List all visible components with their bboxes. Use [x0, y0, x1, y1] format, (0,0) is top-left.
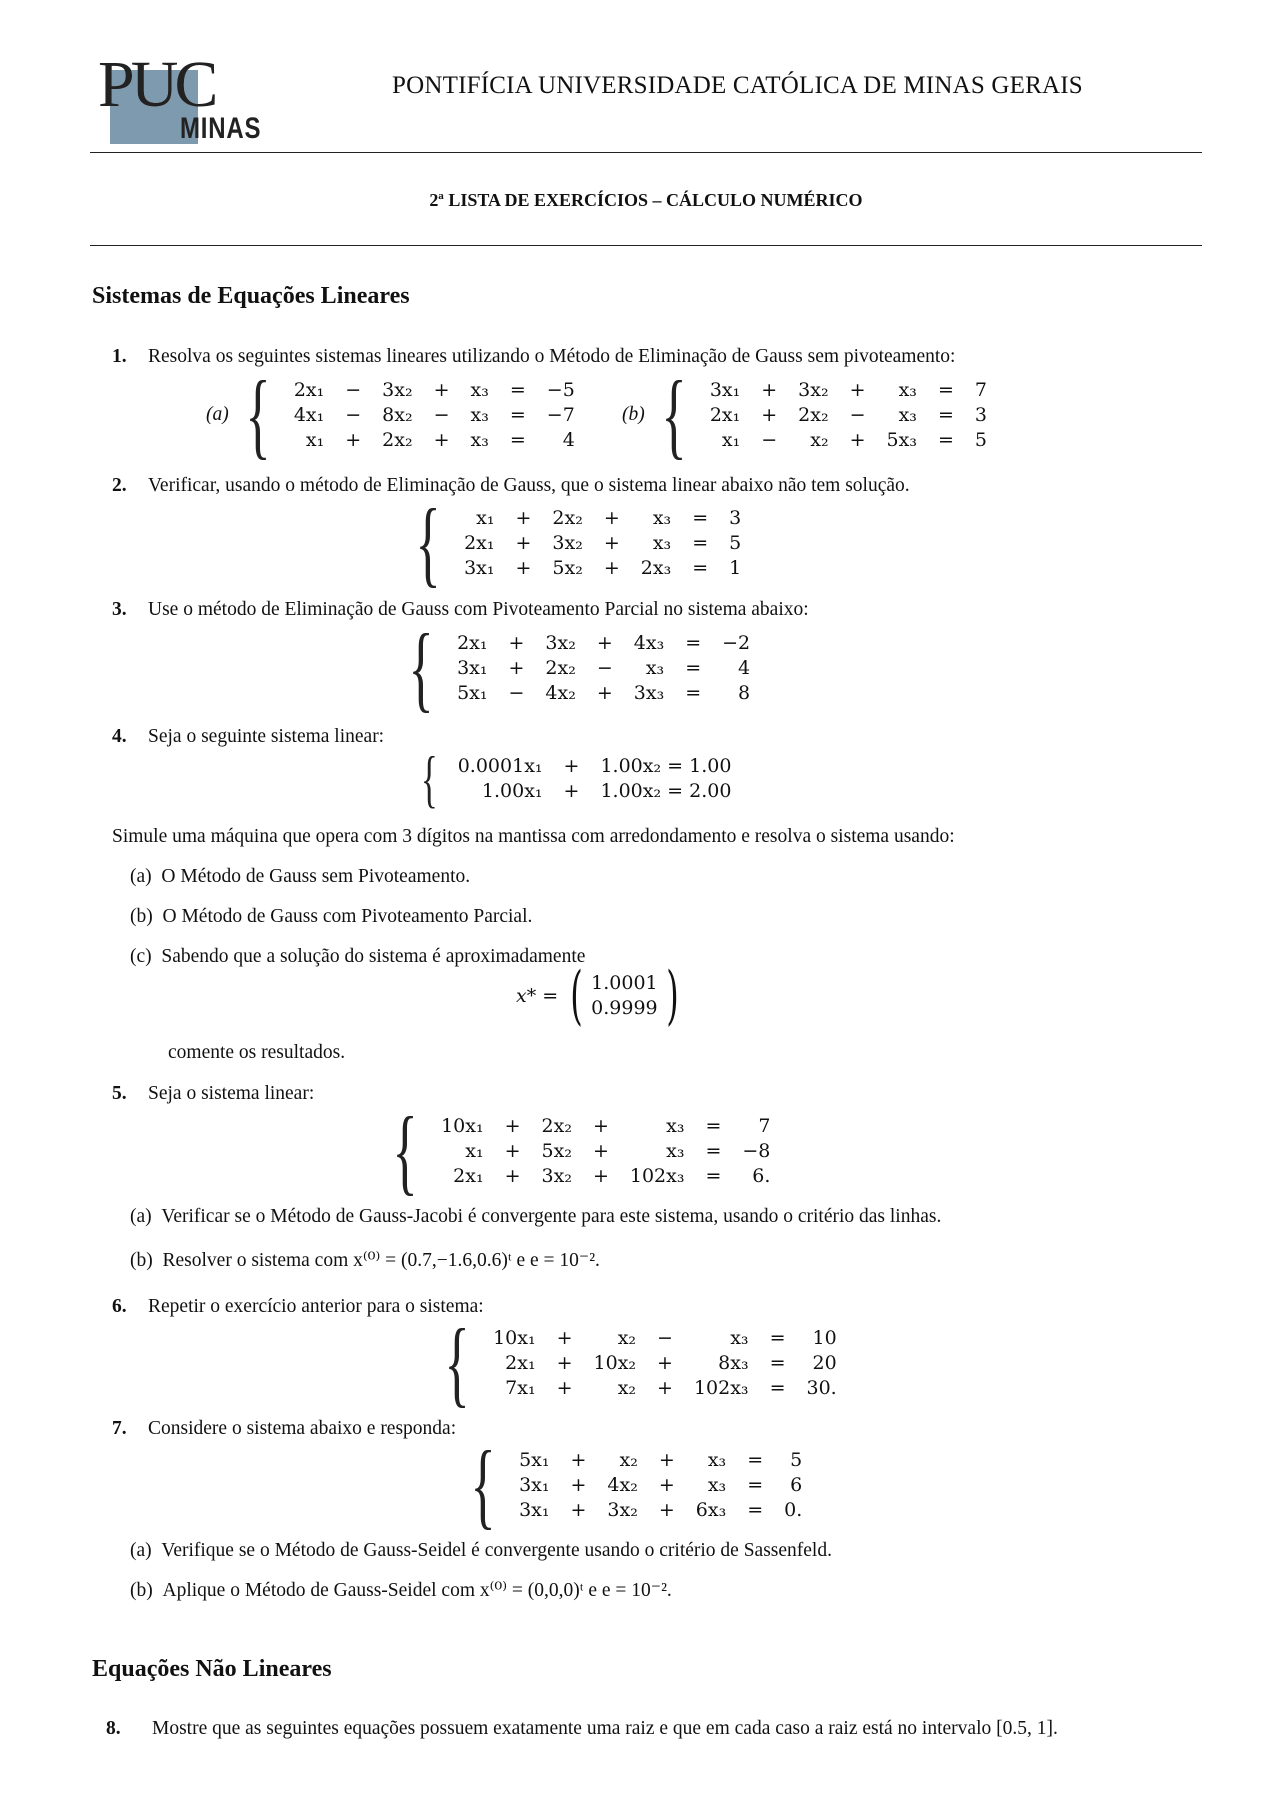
equation-term: x₃ — [645, 656, 665, 679]
equation-operator: + — [657, 1376, 673, 1399]
equation-operator: = — [747, 1473, 764, 1496]
exercise-6 — [112, 1296, 484, 1317]
equation-term: x₃ — [470, 378, 489, 401]
equation-table — [432, 1114, 779, 1189]
equation-operator: + — [563, 779, 580, 802]
system-6 — [434, 1309, 846, 1416]
equation-term: 10x₂ — [593, 1351, 637, 1374]
exercise-5 — [112, 1083, 314, 1104]
vector-entry: 0.9999 — [591, 997, 658, 1019]
equation-term: 3x₂ — [545, 631, 576, 654]
equation-operator: + — [504, 1164, 521, 1187]
equation-term: 3x₂ — [552, 531, 583, 554]
item-text: Verificar se o Método de Gauss-Jacobi é convergente para este sistema, usando o critério das linhas. — [161, 1206, 942, 1227]
equation-term: 7 — [974, 378, 987, 401]
exercise-text: Considere o sistema abaixo e responda: — [148, 1418, 457, 1439]
equation-operator: = — [769, 1376, 786, 1399]
exercise-text: Repetir o exercício anterior para o sistema: — [148, 1296, 484, 1317]
equation-operator: + — [515, 556, 532, 579]
item-text: O Método de Gauss com Pivoteamento Parcial. — [162, 906, 533, 927]
brace-icon: { — [408, 614, 434, 721]
equation-operator: + — [515, 531, 532, 554]
equation-operator: = — [747, 1498, 764, 1521]
equation-term: x₁ — [476, 506, 495, 529]
equation-operator: + — [596, 631, 613, 654]
equation-term: 10x₁ — [493, 1326, 536, 1349]
equation-operator: + — [603, 506, 620, 529]
equation-term: 6 — [790, 1473, 803, 1496]
equation-term: 20 — [812, 1351, 837, 1374]
equation-term: 8x₂ — [382, 403, 413, 426]
equation-term: −2 — [722, 631, 751, 654]
logo-minas-text: MINAS — [180, 112, 262, 145]
equation-operator: + — [515, 506, 532, 529]
exercise-text: Mostre que as seguintes equações possuem exatamente uma raiz e que em cada caso a raiz está no intervalo [0.5, 1]. — [152, 1718, 1058, 1739]
equation-term: 5x₃ — [886, 428, 917, 451]
equation-operator: − — [596, 656, 613, 679]
equation-row — [448, 681, 759, 706]
equation-operator: − — [657, 1326, 673, 1349]
equation-operator: − — [508, 681, 525, 704]
equation-operator: = — [685, 656, 702, 679]
equation-operator: + — [563, 754, 580, 777]
equation-term: 30. — [806, 1376, 837, 1399]
exercise-number: 5. — [112, 1083, 127, 1104]
equation-row — [455, 556, 750, 581]
equation-operator: + — [761, 403, 778, 426]
equation-operator: = — [747, 1448, 764, 1471]
equation-term: 2x₁ — [293, 378, 325, 401]
equation-operator: = — [705, 1114, 722, 1137]
equation-term: 3 — [974, 403, 987, 426]
equation-row — [484, 1326, 846, 1351]
system-1a — [206, 361, 584, 468]
equation-operator: + — [592, 1139, 609, 1162]
equation-term: x₃ — [666, 1139, 685, 1162]
exercise-number: 1. — [112, 346, 127, 367]
equation-term: 4x₂ — [545, 681, 576, 704]
item-text: Resolver o sistema com x⁽⁰⁾ = (0.7,−1.6,0.6)ᵗ e e = 10⁻². — [162, 1250, 600, 1271]
item-text: Aplique o Método de Gauss-Seidel com x⁽⁰⁾ = (0,0,0)ᵗ e e = 10⁻². — [162, 1580, 672, 1601]
equation-term: 1 — [729, 556, 742, 579]
exercise-2 — [112, 475, 910, 496]
equation-term: x₃ — [470, 428, 489, 451]
exercise-4 — [112, 726, 384, 747]
university-name: PONTIFÍCIA UNIVERSIDADE CATÓLICA DE MINAS GERAIS — [392, 72, 1083, 99]
equation-term: 2x₂ — [545, 656, 576, 679]
equation-term: 8 — [738, 681, 751, 704]
equation-term: 3x₁ — [519, 1498, 550, 1521]
equation-table — [701, 378, 996, 453]
equation-operator: + — [556, 1376, 573, 1399]
equation-operator: + — [570, 1473, 587, 1496]
equation-operator: + — [603, 556, 620, 579]
equation-operator: + — [570, 1448, 587, 1471]
equation-table — [448, 631, 759, 706]
equation-term: 6. — [752, 1164, 771, 1187]
equation-operator: = — [509, 378, 526, 401]
equation-term: 2x₁ — [457, 631, 488, 654]
equation-operator: = — [685, 631, 702, 654]
equation-term: 4x₃ — [633, 631, 665, 654]
exercise-text: Resolva os seguintes sistemas lineares utilizando o Método de Eliminação de Gauss sem pivoteamento: — [148, 346, 956, 367]
equation-term: 5 — [729, 531, 742, 554]
equation-term: 102x₃ — [629, 1164, 685, 1187]
system-7 — [460, 1431, 811, 1538]
exercise-3 — [112, 599, 809, 620]
equation-row — [484, 1351, 846, 1376]
equation-operator: + — [849, 428, 866, 451]
equation-term: x₂ — [617, 1326, 637, 1349]
equation-term: 8x₃ — [718, 1351, 749, 1374]
equation-term: 3x₁ — [519, 1473, 550, 1496]
equation-operator: = — [937, 428, 954, 451]
section-title-linear-systems: Sistemas de Equações Lineares — [92, 283, 410, 309]
item-label: (b) — [130, 906, 153, 927]
equation-term: 3x₂ — [541, 1164, 572, 1187]
exercise-7a — [130, 1540, 832, 1561]
equation-term: x₃ — [707, 1473, 727, 1496]
header-rule — [90, 152, 1202, 153]
equation-operator: = — [685, 681, 702, 704]
title-rule — [90, 245, 1202, 246]
equation-term: 6x₃ — [695, 1498, 727, 1521]
section-title-nonlinear: Equações Não Lineares — [92, 1656, 332, 1682]
exercise-4b — [130, 906, 532, 927]
exercise-number: 3. — [112, 599, 127, 620]
equation-table — [449, 754, 741, 804]
brace-icon: { — [444, 1309, 470, 1416]
equation-term: 3x₁ — [464, 556, 495, 579]
item-text: O Método de Gauss sem Pivoteamento. — [161, 866, 471, 887]
exercise-number: 8. — [106, 1718, 121, 1739]
equation-operator: = — [769, 1326, 786, 1349]
equation-operator: + — [508, 631, 525, 654]
equation-row — [449, 779, 741, 804]
equation-row — [455, 506, 750, 531]
equation-term: 2x₁ — [709, 403, 741, 426]
equation-row — [701, 428, 996, 453]
equation-term: 5x₁ — [457, 681, 488, 704]
exercise-7b — [130, 1580, 672, 1601]
equation-operator: = — [705, 1139, 722, 1162]
equation-operator: = — [937, 403, 954, 426]
brace-icon: { — [392, 1097, 418, 1204]
equation-operator: − — [345, 378, 362, 401]
equation-term: 10 — [812, 1326, 837, 1349]
exercise-5b — [130, 1250, 600, 1271]
brace-icon: { — [470, 1431, 496, 1538]
puc-minas-logo — [92, 48, 262, 148]
system-label: (b) — [622, 404, 645, 426]
equation-row — [432, 1114, 779, 1139]
equation-operator: + — [657, 1351, 673, 1374]
item-label: (a) — [130, 1206, 152, 1227]
equation-row — [448, 631, 759, 656]
equation-operator: − — [345, 403, 362, 426]
equation-row — [432, 1164, 779, 1189]
equation-term: 2x₂ — [541, 1114, 572, 1137]
equation-operator: + — [658, 1498, 675, 1521]
equation-table — [455, 506, 750, 581]
system-3 — [398, 614, 759, 721]
equation-operator: = — [509, 428, 526, 451]
equation-operator: − — [761, 428, 778, 451]
equation-operator: + — [556, 1326, 573, 1349]
exercise-1 — [112, 346, 955, 367]
equation-term: 3x₁ — [457, 656, 488, 679]
equation-term: 4x₂ — [607, 1473, 638, 1496]
equation-operator: = — [692, 506, 709, 529]
equation-term: 4 — [562, 428, 575, 451]
equation-term: x₃ — [470, 403, 489, 426]
equation-term: 4x₁ — [293, 403, 325, 426]
equation-term: 3x₂ — [607, 1498, 638, 1521]
exercise-number: 2. — [112, 475, 127, 496]
equation-term: 3x₃ — [633, 681, 665, 704]
equation-term: 5x₂ — [552, 556, 583, 579]
equation-term: 5 — [974, 428, 987, 451]
equation-operator: = — [769, 1351, 786, 1374]
equation-operator: − — [849, 403, 866, 426]
system-5 — [382, 1097, 779, 1204]
equation-term: x₁ — [721, 428, 741, 451]
equation-operator: + — [603, 531, 620, 554]
equation-term: −5 — [546, 378, 575, 401]
exercise-number: 7. — [112, 1418, 127, 1439]
simulate-text: Simule uma máquina que opera com 3 dígitos na mantissa com arredondamento e resolva o sistema usando: — [112, 826, 955, 847]
equation-term: 7x₁ — [505, 1376, 536, 1399]
equation-term: 5x₂ — [541, 1139, 572, 1162]
equation-term: x₃ — [652, 506, 672, 529]
brace-icon: { — [245, 361, 271, 468]
solution-vector — [516, 959, 685, 1033]
equation-operator: − — [433, 403, 450, 426]
brace-icon: { — [420, 743, 438, 814]
item-label: (b) — [130, 1250, 153, 1271]
equation-term: −7 — [546, 403, 575, 426]
equation-term: x₂ — [619, 1448, 638, 1471]
equation-table — [484, 1326, 846, 1401]
exercise-text: Verificar, usando o método de Eliminação de Gauss, que o sistema linear abaixo não tem solução. — [148, 475, 910, 496]
item-label: (b) — [130, 1580, 153, 1601]
xstar-label: x* = — [516, 985, 559, 1007]
equation-operator: + — [592, 1114, 609, 1137]
equation-operator: + — [345, 428, 362, 451]
equation-row — [484, 1376, 846, 1401]
exercise-text: Seja o sistema linear: — [148, 1083, 315, 1104]
equation-term: 7 — [758, 1114, 771, 1137]
equation-term: 102x₃ — [693, 1376, 749, 1399]
exercise-text: Use o método de Eliminação de Gauss com Pivoteamento Parcial no sistema abaixo: — [148, 599, 809, 620]
equation-operator: = — [692, 556, 709, 579]
exercise-5a — [130, 1206, 941, 1227]
equation-row — [285, 403, 584, 428]
system-2 — [405, 489, 750, 596]
equation-row — [432, 1139, 779, 1164]
equation-term: x₃ — [652, 531, 672, 554]
equation-term: x₁ — [465, 1139, 484, 1162]
logo-puc-text: PUC — [98, 48, 215, 121]
list-title: 2ª LISTA DE EXERCÍCIOS – CÁLCULO NUMÉRICO — [429, 190, 863, 210]
equation-operator: + — [504, 1114, 521, 1137]
equation-term: 10x₁ — [441, 1114, 484, 1137]
vector-column — [591, 971, 657, 1021]
equation-row — [448, 656, 759, 681]
equation-term: x₂ — [810, 428, 829, 451]
equation-term: 2x₃ — [640, 556, 672, 579]
equation-term: 5x₁ — [519, 1448, 550, 1471]
equation-term: 1.00x₂ = 2.00 — [600, 779, 732, 802]
equation-operator: + — [508, 656, 525, 679]
item-label: (a) — [130, 1540, 152, 1561]
equation-operator: + — [433, 378, 450, 401]
equation-term: 5 — [790, 1448, 803, 1471]
equation-row — [285, 378, 584, 403]
equation-operator: + — [592, 1164, 609, 1187]
equation-row — [510, 1448, 811, 1473]
equation-term: x₃ — [898, 403, 917, 426]
equation-operator: + — [596, 681, 613, 704]
equation-operator: = — [692, 531, 709, 554]
exercise-7 — [112, 1418, 456, 1439]
equation-term: 3x₁ — [709, 378, 741, 401]
item-text: Sabendo que a solução do sistema é aproximadamente — [161, 946, 586, 967]
equation-term: x₃ — [707, 1448, 727, 1471]
equation-operator: + — [849, 378, 866, 401]
equation-term: 2x₂ — [798, 403, 829, 426]
equation-term: x₃ — [666, 1114, 685, 1137]
equation-term: 3 — [729, 506, 742, 529]
left-paren-icon: ( — [570, 959, 583, 1033]
equation-term: 4 — [738, 656, 751, 679]
exercise-8 — [106, 1718, 1058, 1739]
vector-entry: 1.0001 — [591, 972, 658, 994]
brace-icon: { — [661, 361, 687, 468]
equation-term: 1.00x₂ = 1.00 — [600, 754, 732, 777]
equation-row — [455, 531, 750, 556]
equation-operator: + — [433, 428, 450, 451]
equation-table — [510, 1448, 811, 1523]
equation-term: 2x₂ — [552, 506, 583, 529]
equation-row — [449, 754, 741, 779]
system-4 — [414, 743, 740, 814]
equation-operator: + — [570, 1498, 587, 1521]
equation-row — [510, 1498, 811, 1523]
equation-operator: + — [761, 378, 778, 401]
equation-term: 0.0001x₁ — [457, 754, 543, 777]
equation-term: 3x₂ — [382, 378, 413, 401]
equation-operator: = — [509, 403, 526, 426]
item-label: (c) — [130, 946, 152, 967]
equation-operator: + — [556, 1351, 573, 1374]
system-1b — [622, 361, 996, 468]
equation-term: x₁ — [305, 428, 325, 451]
equation-term: 1.00x₁ — [481, 779, 543, 802]
equation-row — [510, 1473, 811, 1498]
equation-term: −8 — [742, 1139, 771, 1162]
equation-term: 2x₁ — [453, 1164, 484, 1187]
equation-row — [285, 428, 584, 453]
exercise-4a — [130, 866, 470, 887]
system-label: (a) — [206, 404, 229, 426]
exercise-number: 6. — [112, 1296, 127, 1317]
exercise-number: 4. — [112, 726, 127, 747]
item-label: (a) — [130, 866, 152, 887]
exercise-text: Seja o seguinte sistema linear: — [148, 726, 385, 747]
equation-term: 2x₁ — [464, 531, 495, 554]
equation-operator: + — [504, 1139, 521, 1162]
brace-icon: { — [415, 489, 441, 596]
equation-row — [701, 403, 996, 428]
equation-term: 2x₁ — [505, 1351, 536, 1374]
equation-term: 3x₂ — [798, 378, 829, 401]
equation-term: 2x₂ — [382, 428, 413, 451]
equation-row — [701, 378, 996, 403]
equation-term: x₂ — [617, 1376, 637, 1399]
equation-operator: = — [937, 378, 954, 401]
equation-term: x₃ — [898, 378, 917, 401]
equation-operator: + — [658, 1448, 675, 1471]
equation-operator: + — [658, 1473, 675, 1496]
equation-operator: = — [705, 1164, 722, 1187]
comment-text: comente os resultados. — [168, 1042, 346, 1063]
right-paren-icon: ) — [665, 959, 679, 1033]
item-text: Verifique se o Método de Gauss-Seidel é convergente usando o critério de Sassenfeld. — [161, 1540, 832, 1561]
equation-term: 0. — [784, 1498, 803, 1521]
equation-term: x₃ — [730, 1326, 749, 1349]
equation-table — [285, 378, 584, 453]
